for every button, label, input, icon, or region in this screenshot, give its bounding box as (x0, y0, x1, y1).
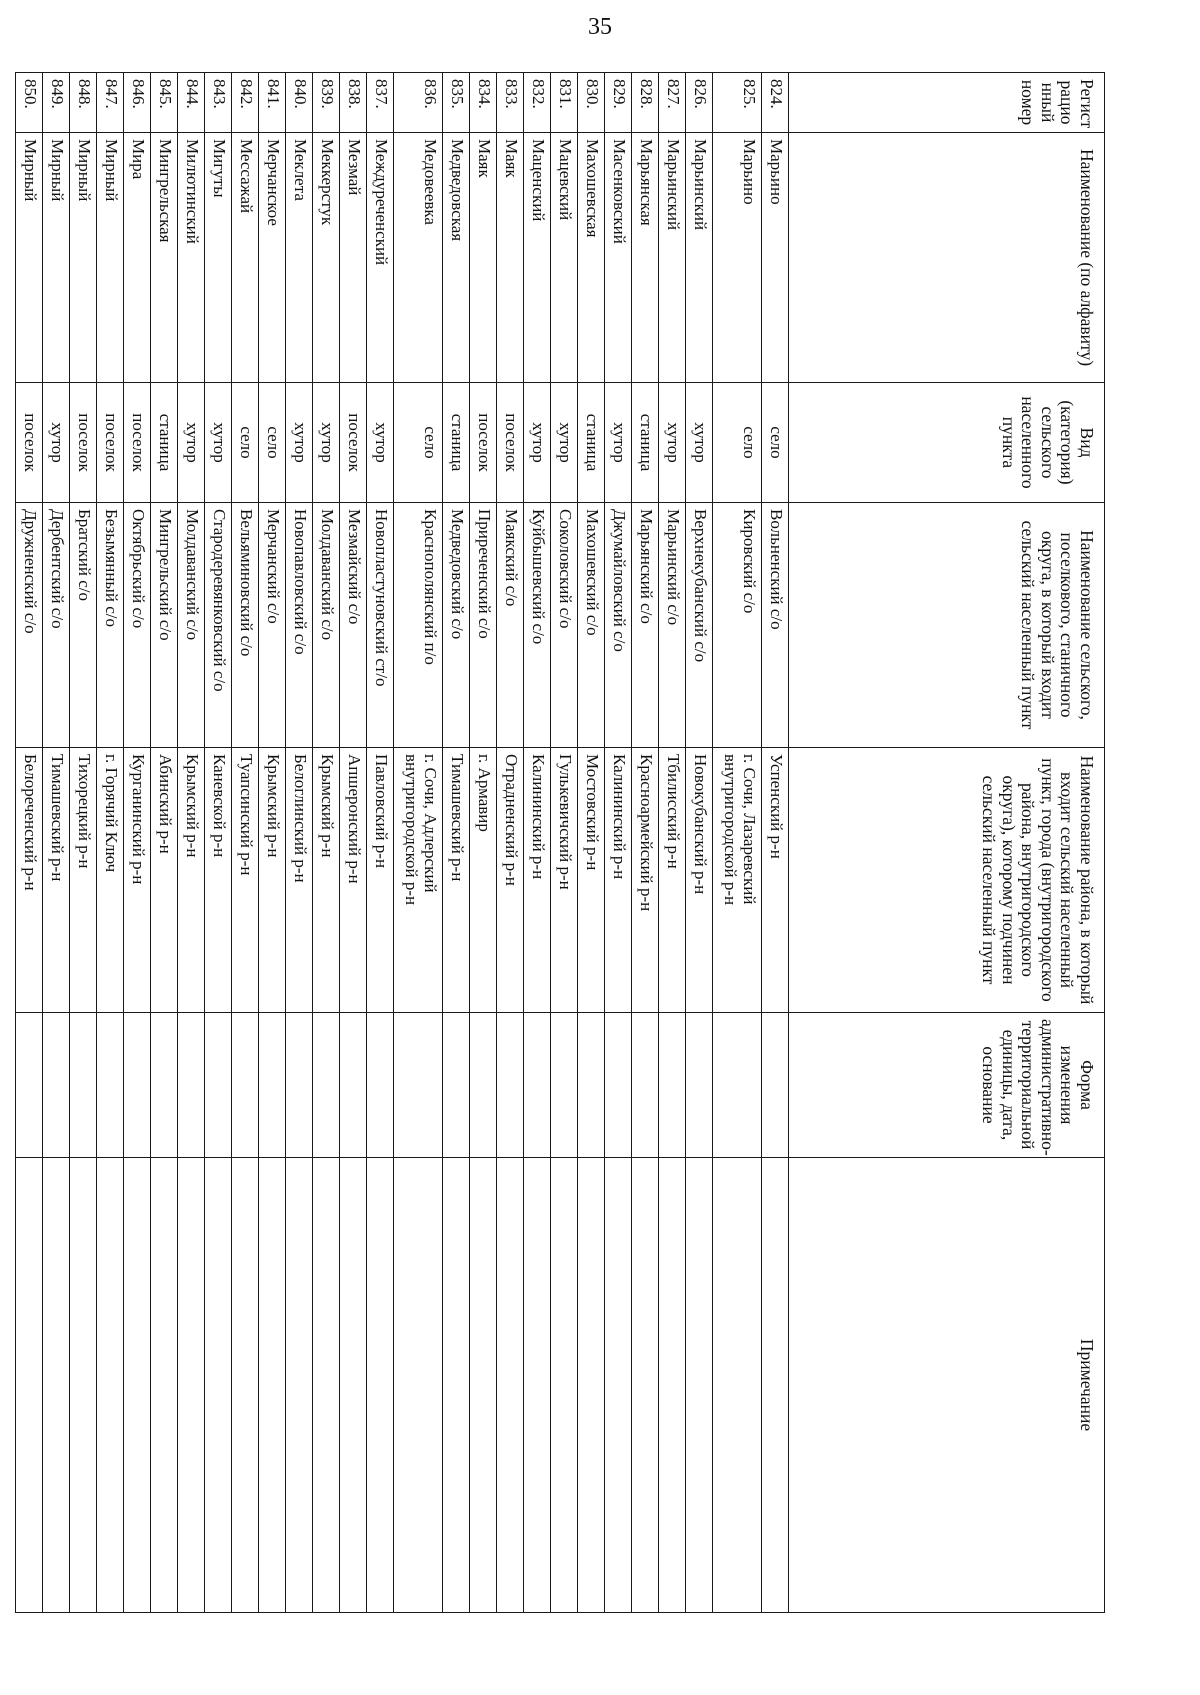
table-row (340, 73, 367, 1613)
type-cell: хутор (178, 383, 205, 503)
type-cell: станица (632, 383, 659, 503)
district-cell: Курганинский р-н (124, 748, 151, 1013)
type-cell: село (762, 383, 789, 503)
name-cell: Междуреченский (367, 133, 394, 383)
name-cell: Маяк (470, 133, 497, 383)
table-row (524, 73, 551, 1613)
type-cell: село (259, 383, 286, 503)
name-cell: Мирный (70, 133, 97, 383)
type-cell: хутор (313, 383, 340, 503)
table-row (286, 73, 313, 1613)
reg-number-cell: 828. (632, 73, 659, 133)
reg-number-cell: 839. (313, 73, 340, 133)
name-cell: Марьино (713, 133, 762, 383)
okrug-cell: Приреченский с/о (470, 503, 497, 748)
table-row (394, 73, 443, 1613)
change-form-cell (605, 1013, 632, 1158)
name-cell: Медовеевка (394, 133, 443, 383)
change-form-cell (43, 1013, 70, 1158)
table-row (313, 73, 340, 1613)
okrug-cell: Октябрьский с/о (124, 503, 151, 748)
note-cell (16, 1158, 43, 1613)
okrug-cell: Кировский с/о (713, 503, 762, 748)
type-cell: хутор (286, 383, 313, 503)
change-form-cell (551, 1013, 578, 1158)
type-cell: поселок (97, 383, 124, 503)
okrug-cell: Братский с/о (70, 503, 97, 748)
note-cell (151, 1158, 178, 1613)
reg-number-cell: 834. (470, 73, 497, 133)
table-row (470, 73, 497, 1613)
okrug-cell: Мингрельский с/о (151, 503, 178, 748)
note-cell (605, 1158, 632, 1613)
okrug-cell: Маякский с/о (497, 503, 524, 748)
district-cell: г. Армавир (470, 748, 497, 1013)
type-cell: хутор (43, 383, 70, 503)
column-header-change-form: Форма изменения административно-территориальной единицы, дата, основание (789, 1013, 1105, 1158)
note-cell (286, 1158, 313, 1613)
reg-number-cell: 827. (659, 73, 686, 133)
reg-number-cell: 850. (16, 73, 43, 133)
reg-number-cell: 825. (713, 73, 762, 133)
okrug-cell: Мезмайский с/о (340, 503, 367, 748)
note-cell (97, 1158, 124, 1613)
note-cell (205, 1158, 232, 1613)
settlements-registry-table (15, 72, 1105, 1613)
type-cell: станица (578, 383, 605, 503)
table-row (97, 73, 124, 1613)
name-cell: Мирный (16, 133, 43, 383)
note-cell (367, 1158, 394, 1613)
change-form-cell (205, 1013, 232, 1158)
type-cell: село (394, 383, 443, 503)
note-cell (632, 1158, 659, 1613)
note-cell (394, 1158, 443, 1613)
okrug-cell: Новопавловский с/о (286, 503, 313, 748)
type-cell: село (232, 383, 259, 503)
type-cell: станица (443, 383, 470, 503)
note-cell (470, 1158, 497, 1613)
district-cell: г. Горячий Ключ (97, 748, 124, 1013)
reg-number-cell: 835. (443, 73, 470, 133)
table-row (497, 73, 524, 1613)
column-header-note: Примечание (789, 1158, 1105, 1613)
change-form-cell (394, 1013, 443, 1158)
note-cell (497, 1158, 524, 1613)
name-cell: Милютинский (178, 133, 205, 383)
district-cell: Апшеронский р-н (340, 748, 367, 1013)
column-header-name: Наименование (по алфавиту) (789, 133, 1105, 383)
reg-number-cell: 840. (286, 73, 313, 133)
district-cell: Тимашевский р-н (443, 748, 470, 1013)
reg-number-cell: 842. (232, 73, 259, 133)
note-cell (124, 1158, 151, 1613)
table-row (713, 73, 762, 1613)
district-cell: Абинский р-н (151, 748, 178, 1013)
change-form-cell (70, 1013, 97, 1158)
type-cell: хутор (605, 383, 632, 503)
reg-number-cell: 830. (578, 73, 605, 133)
change-form-cell (97, 1013, 124, 1158)
okrug-cell: Куйбышевский с/о (524, 503, 551, 748)
reg-number-cell: 829. (605, 73, 632, 133)
table-row (762, 73, 789, 1613)
table-row (578, 73, 605, 1613)
okrug-cell: Дружненский с/о (16, 503, 43, 748)
district-cell: Крымский р-н (259, 748, 286, 1013)
okrug-cell: Верхнекубанский с/о (686, 503, 713, 748)
reg-number-cell: 847. (97, 73, 124, 133)
change-form-cell (686, 1013, 713, 1158)
okrug-cell: Стародеревянковский с/о (205, 503, 232, 748)
type-cell: станица (151, 383, 178, 503)
okrug-cell: Безымянный с/о (97, 503, 124, 748)
reg-number-cell: 845. (151, 73, 178, 133)
type-cell: хутор (367, 383, 394, 503)
name-cell: Маценский (524, 133, 551, 383)
okrug-cell: Джумайловский с/о (605, 503, 632, 748)
table-body (16, 73, 789, 1613)
type-cell: поселок (70, 383, 97, 503)
change-form-cell (124, 1013, 151, 1158)
district-cell: Новокубанский р-н (686, 748, 713, 1013)
name-cell: Меклета (286, 133, 313, 383)
reg-number-cell: 832. (524, 73, 551, 133)
name-cell: Мацевский (551, 133, 578, 383)
okrug-cell: Медведовский с/о (443, 503, 470, 748)
type-cell: поселок (340, 383, 367, 503)
okrug-cell: Дербентский с/о (43, 503, 70, 748)
table-row (16, 73, 43, 1613)
reg-number-cell: 843. (205, 73, 232, 133)
name-cell: Марьинский (686, 133, 713, 383)
name-cell: Мезмай (340, 133, 367, 383)
change-form-cell (232, 1013, 259, 1158)
okrug-cell: Мерчанский с/о (259, 503, 286, 748)
change-form-cell (659, 1013, 686, 1158)
type-cell: поселок (16, 383, 43, 503)
district-cell: Белореченский р-н (16, 748, 43, 1013)
column-header-type: Вид (категория) сельского населенного пункта (789, 383, 1105, 503)
district-cell: Калининский р-н (605, 748, 632, 1013)
reg-number-cell: 838. (340, 73, 367, 133)
district-cell: Белоглинский р-н (286, 748, 313, 1013)
change-form-cell (259, 1013, 286, 1158)
type-cell: хутор (205, 383, 232, 503)
name-cell: Марьино (762, 133, 789, 383)
district-cell: Крымский р-н (178, 748, 205, 1013)
note-cell (578, 1158, 605, 1613)
okrug-cell: Махошевский с/о (578, 503, 605, 748)
change-form-cell (313, 1013, 340, 1158)
change-form-cell (286, 1013, 313, 1158)
district-cell: Мостовский р-н (578, 748, 605, 1013)
name-cell: Мирный (43, 133, 70, 383)
name-cell: Медведовская (443, 133, 470, 383)
table-row (367, 73, 394, 1613)
district-cell: Крымский р-н (313, 748, 340, 1013)
type-cell: поселок (497, 383, 524, 503)
reg-number-cell: 846. (124, 73, 151, 133)
change-form-cell (340, 1013, 367, 1158)
type-cell: хутор (551, 383, 578, 503)
reg-number-cell: 836. (394, 73, 443, 133)
table-row (232, 73, 259, 1613)
type-cell: поселок (124, 383, 151, 503)
note-cell (686, 1158, 713, 1613)
district-cell: Отрадненский р-н (497, 748, 524, 1013)
table-row (178, 73, 205, 1613)
change-form-cell (762, 1013, 789, 1158)
change-form-cell (178, 1013, 205, 1158)
note-cell (551, 1158, 578, 1613)
change-form-cell (151, 1013, 178, 1158)
reg-number-cell: 831. (551, 73, 578, 133)
name-cell: Мирный (97, 133, 124, 383)
change-form-cell (578, 1013, 605, 1158)
district-cell: Гулькевичский р-н (551, 748, 578, 1013)
name-cell: Марьинский (659, 133, 686, 383)
reg-number-cell: 837. (367, 73, 394, 133)
table-row (443, 73, 470, 1613)
okrug-cell: Марьянский с/о (632, 503, 659, 748)
reg-number-cell: 824. (762, 73, 789, 133)
okrug-cell: Краснополянский п/о (394, 503, 443, 748)
name-cell: Мерчанское (259, 133, 286, 383)
name-cell: Меккерстук (313, 133, 340, 383)
name-cell: Мессажай (232, 133, 259, 383)
note-cell (43, 1158, 70, 1613)
okrug-cell: Соколовский с/о (551, 503, 578, 748)
note-cell (259, 1158, 286, 1613)
table-row (43, 73, 70, 1613)
okrug-cell: Вельяминовский с/о (232, 503, 259, 748)
district-cell: Тбилисский р-н (659, 748, 686, 1013)
district-cell: Тимашевский р-н (43, 748, 70, 1013)
table-row (686, 73, 713, 1613)
column-header-okrug: Наименование сельского, поселкового, станичного округа, в который входит сельский населенный пункт (789, 503, 1105, 748)
note-cell (340, 1158, 367, 1613)
district-cell: г. Сочи, Лазаревский внутригородской р-н (713, 748, 762, 1013)
change-form-cell (524, 1013, 551, 1158)
note-cell (659, 1158, 686, 1613)
note-cell (232, 1158, 259, 1613)
district-cell: Павловский р-н (367, 748, 394, 1013)
type-cell: хутор (686, 383, 713, 503)
name-cell: Мингрельская (151, 133, 178, 383)
note-cell (313, 1158, 340, 1613)
okrug-cell: Молдаванский с/о (178, 503, 205, 748)
page-number: 35 (588, 14, 612, 40)
change-form-cell (470, 1013, 497, 1158)
note-cell (443, 1158, 470, 1613)
column-header-reg-number: Регист рацио нный номер (789, 73, 1105, 133)
okrug-cell: Молдаванский с/о (313, 503, 340, 748)
note-cell (70, 1158, 97, 1613)
reg-number-cell: 833. (497, 73, 524, 133)
name-cell: Мигуты (205, 133, 232, 383)
table-row (70, 73, 97, 1613)
note-cell (178, 1158, 205, 1613)
name-cell: Марьянская (632, 133, 659, 383)
table-row (124, 73, 151, 1613)
type-cell: хутор (524, 383, 551, 503)
district-cell: Красноармейский р-н (632, 748, 659, 1013)
note-cell (524, 1158, 551, 1613)
okrug-cell: Новопластуновский ст/о (367, 503, 394, 748)
column-header-district: Наименование района, в который входит сельский населенный пункт, города (внутригородского района, внутригородского округа), которому подчинен сельский населенный пункт (789, 748, 1105, 1013)
rotated-table-container (21, 72, 1105, 1612)
reg-number-cell: 826. (686, 73, 713, 133)
district-cell: Успенский р-н (762, 748, 789, 1013)
table-header-row (789, 73, 1105, 1613)
change-form-cell (713, 1013, 762, 1158)
name-cell: Маяк (497, 133, 524, 383)
district-cell: Каневской р-н (205, 748, 232, 1013)
name-cell: Мира (124, 133, 151, 383)
table-row (151, 73, 178, 1613)
change-form-cell (497, 1013, 524, 1158)
type-cell: село (713, 383, 762, 503)
change-form-cell (367, 1013, 394, 1158)
table-row (659, 73, 686, 1613)
table-row (632, 73, 659, 1613)
reg-number-cell: 841. (259, 73, 286, 133)
table-row (551, 73, 578, 1613)
reg-number-cell: 848. (70, 73, 97, 133)
type-cell: хутор (659, 383, 686, 503)
note-cell (713, 1158, 762, 1613)
okrug-cell: Вольненский с/о (762, 503, 789, 748)
table-row (259, 73, 286, 1613)
change-form-cell (443, 1013, 470, 1158)
district-cell: Тихорецкий р-н (70, 748, 97, 1013)
type-cell: поселок (470, 383, 497, 503)
note-cell (762, 1158, 789, 1613)
reg-number-cell: 844. (178, 73, 205, 133)
change-form-cell (632, 1013, 659, 1158)
table-row (605, 73, 632, 1613)
okrug-cell: Марьинский с/о (659, 503, 686, 748)
district-cell: Туапсинский р-н (232, 748, 259, 1013)
name-cell: Масенковский (605, 133, 632, 383)
name-cell: Махошевская (578, 133, 605, 383)
district-cell: г. Сочи, Адлерский внутригородской р-н (394, 748, 443, 1013)
change-form-cell (16, 1013, 43, 1158)
reg-number-cell: 849. (43, 73, 70, 133)
district-cell: Калининский р-н (524, 748, 551, 1013)
table-row (205, 73, 232, 1613)
